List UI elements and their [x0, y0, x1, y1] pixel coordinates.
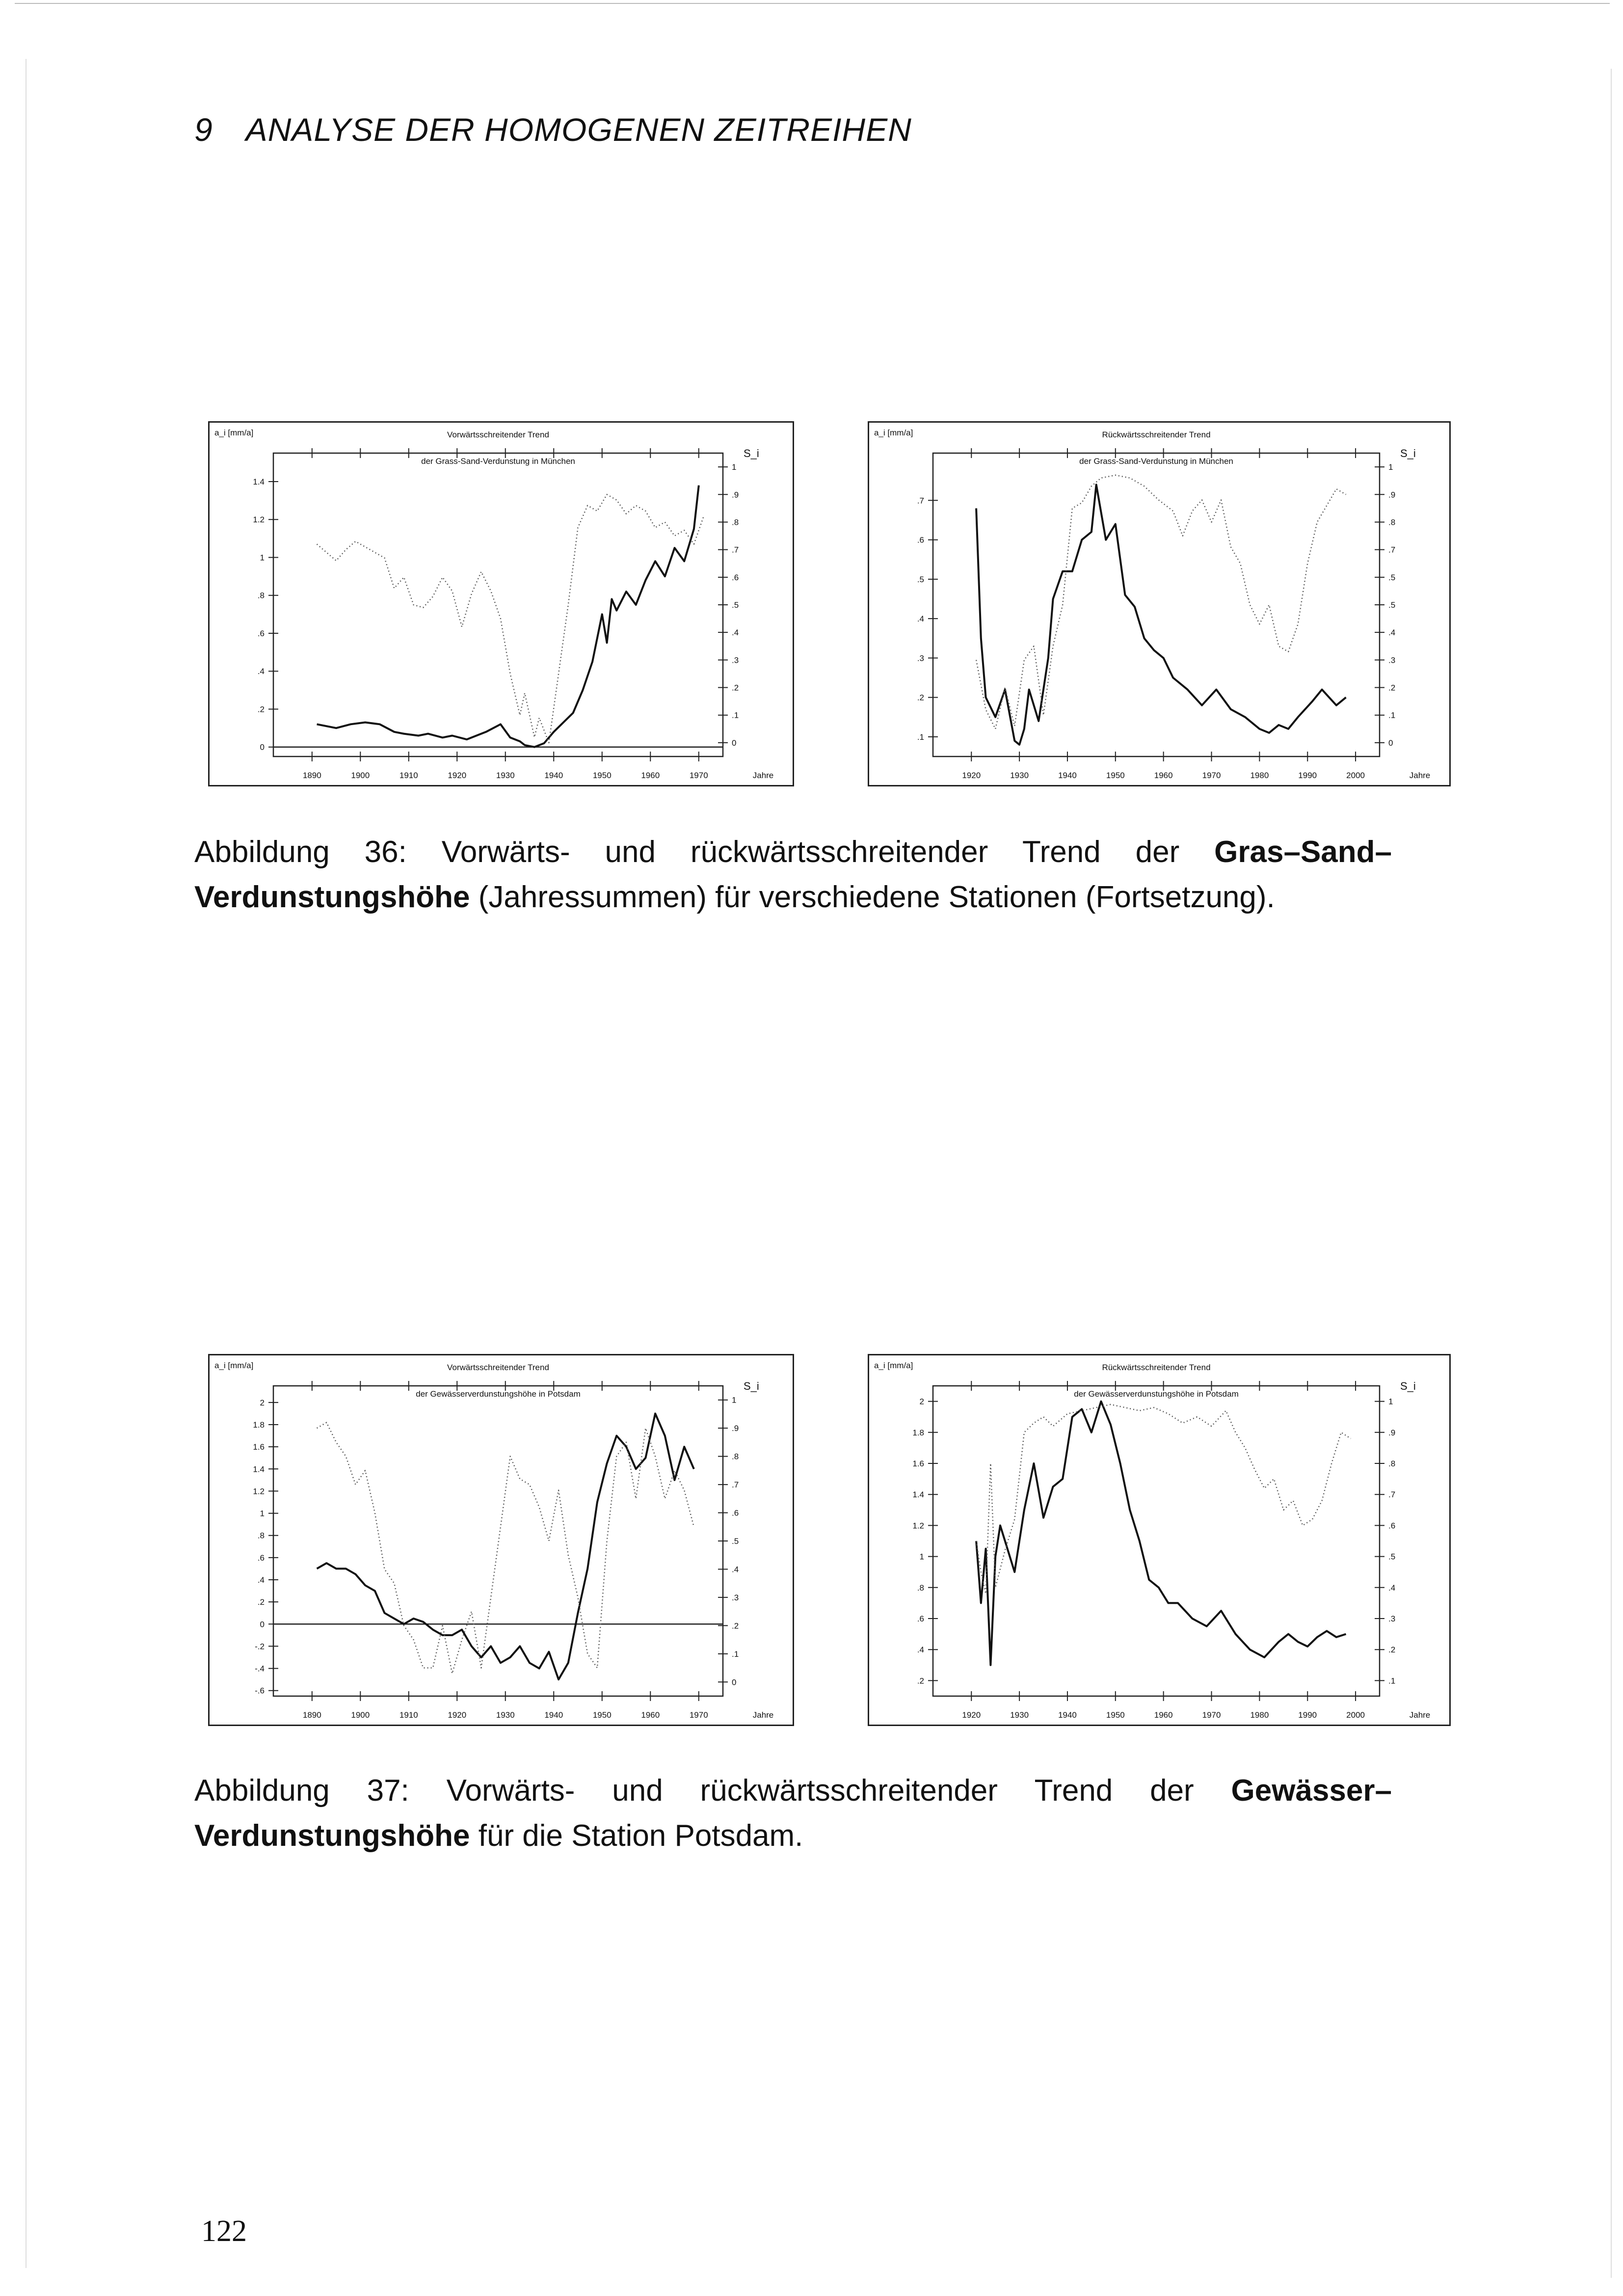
- x-tick-label: 1950: [1106, 771, 1125, 780]
- x-tick-label: 1890: [302, 1710, 321, 1720]
- x-tick-label: 1940: [1058, 771, 1077, 780]
- right-tick-label: .3: [1388, 1614, 1396, 1623]
- left-tick-label: .6: [257, 628, 265, 638]
- left-tick-label: -.6: [255, 1686, 265, 1696]
- chart-title: Vorwärtsschreitender Trend: [447, 430, 549, 439]
- right-tick-label: 1: [732, 1395, 737, 1405]
- left-tick-label: 1.6: [253, 1442, 265, 1452]
- x-tick-label: 1940: [1058, 1710, 1077, 1720]
- x-tick-label: 1960: [1154, 1710, 1173, 1720]
- left-tick-label: 0: [260, 1620, 265, 1629]
- page-number: 122: [201, 2215, 247, 2248]
- series-line-dotted: [976, 475, 1346, 729]
- x-tick-label: 1950: [592, 1710, 612, 1720]
- x-tick-label: 1940: [544, 1710, 563, 1720]
- running-header: [194, 111, 912, 148]
- x-tick-label: 1960: [1154, 771, 1173, 780]
- right-tick-label: .8: [732, 517, 739, 527]
- x-tick-label: 1900: [351, 771, 370, 780]
- left-tick-label: 1.8: [912, 1428, 924, 1437]
- x-tick-label: 1920: [962, 771, 981, 780]
- plot-frame: [933, 453, 1380, 756]
- right-tick-label: .9: [732, 490, 739, 500]
- left-tick-label: .5: [917, 574, 924, 584]
- right-tick-label: .9: [1388, 1428, 1396, 1437]
- figure-36-text-a: Vorwärts- und rückwärtsschreitender Trend der: [441, 835, 1180, 869]
- right-tick-label: 0: [732, 738, 737, 748]
- left-tick-label: 2: [919, 1397, 924, 1406]
- y-axis-label-right: S_i: [1400, 447, 1416, 459]
- right-tick-label: 1: [1388, 462, 1393, 472]
- figure-37-caption: [194, 1768, 1392, 1859]
- left-tick-label: .8: [257, 591, 265, 600]
- right-tick-label: .2: [732, 1621, 739, 1631]
- chart-forward-trend-muenchen: [208, 421, 794, 786]
- right-tick-label: .9: [1388, 490, 1396, 500]
- left-tick-label: 1.4: [253, 1464, 265, 1474]
- chart-backward-trend-potsdam: [868, 1354, 1451, 1726]
- x-tick-label: 1970: [1202, 1710, 1221, 1720]
- x-tick-label: 1990: [1298, 1710, 1317, 1720]
- chart-subtitle: der Grass-Sand-Verdunstung in München: [1079, 457, 1233, 466]
- chart-svg: [869, 1355, 1449, 1725]
- right-tick-label: .6: [732, 572, 739, 582]
- left-tick-label: .6: [257, 1553, 265, 1563]
- right-tick-label: .4: [732, 628, 739, 638]
- x-axis-label: Jahre: [1409, 1710, 1431, 1720]
- x-tick-label: 1910: [399, 771, 418, 780]
- right-tick-label: .1: [1388, 1676, 1396, 1686]
- series-line-solid: [317, 486, 699, 747]
- left-tick-label: .4: [917, 614, 924, 624]
- y-axis-label-left: a_i [mm/a]: [214, 1361, 254, 1370]
- right-tick-label: .1: [1388, 710, 1396, 720]
- left-tick-label: 1: [260, 1509, 265, 1518]
- chart-title: Rückwärtsschreitender Trend: [1102, 430, 1211, 439]
- right-tick-label: .1: [732, 710, 739, 720]
- right-tick-label: .4: [1388, 1583, 1396, 1593]
- figure-37-bold: Gewässer–Verdunstungshöhe: [194, 1774, 1392, 1853]
- figure-36-label: Abbildung 36:: [194, 835, 407, 869]
- x-tick-label: 1990: [1298, 771, 1317, 780]
- x-tick-label: 1920: [962, 1710, 981, 1720]
- chart-svg: [869, 423, 1449, 785]
- y-axis-label-right: S_i: [1400, 1380, 1416, 1392]
- chart-forward-trend-potsdam: [208, 1354, 794, 1726]
- left-tick-label: 1.2: [253, 1486, 265, 1496]
- right-tick-label: 1: [732, 462, 737, 472]
- right-tick-label: .2: [732, 683, 739, 693]
- scan-edge-top: [15, 3, 1610, 4]
- left-tick-label: 1.2: [253, 515, 265, 525]
- figure-36-text-b: (Jahressummen) für verschiedene Stationen (Fortsetzung).: [478, 880, 1275, 914]
- series-line-dotted: [317, 494, 704, 743]
- series-line-dotted: [976, 1405, 1351, 1594]
- chapter-title: ANALYSE DER HOMOGENEN ZEITREIHEN: [245, 111, 912, 148]
- right-tick-label: .5: [732, 600, 739, 610]
- x-tick-label: 1970: [1202, 771, 1221, 780]
- right-tick-label: .8: [1388, 1459, 1396, 1468]
- x-tick-label: 1950: [592, 771, 612, 780]
- right-tick-label: 1: [1388, 1397, 1393, 1406]
- left-tick-label: .8: [917, 1583, 924, 1593]
- right-tick-label: .6: [732, 1508, 739, 1518]
- right-tick-label: 0: [732, 1677, 737, 1687]
- left-tick-label: .4: [917, 1645, 924, 1655]
- left-tick-label: 1.6: [912, 1459, 924, 1468]
- right-tick-label: .5: [732, 1537, 739, 1546]
- left-tick-label: 1: [919, 1552, 924, 1562]
- right-tick-label: .5: [1388, 572, 1396, 582]
- right-tick-label: .3: [732, 1593, 739, 1602]
- x-tick-label: 1930: [1010, 1710, 1029, 1720]
- y-axis-label-right: S_i: [744, 1380, 759, 1392]
- y-axis-label-left: a_i [mm/a]: [874, 1361, 913, 1370]
- right-tick-label: .7: [732, 1480, 739, 1490]
- x-tick-label: 1960: [641, 1710, 660, 1720]
- x-axis-label: Jahre: [752, 771, 774, 780]
- right-tick-label: 0: [1388, 738, 1393, 748]
- right-tick-label: .7: [1388, 545, 1396, 555]
- right-tick-label: .4: [1388, 628, 1396, 638]
- right-tick-label: .5: [1388, 1552, 1396, 1562]
- series-line-solid: [317, 1413, 694, 1679]
- x-tick-label: 1970: [689, 1710, 708, 1720]
- x-tick-label: 2000: [1346, 771, 1365, 780]
- x-tick-label: 1930: [1010, 771, 1029, 780]
- right-tick-label: .5: [1388, 600, 1396, 610]
- left-tick-label: 1.2: [912, 1521, 924, 1531]
- right-tick-label: .8: [1388, 517, 1396, 527]
- left-tick-label: 2: [260, 1398, 265, 1407]
- right-tick-label: .7: [732, 545, 739, 555]
- plot-frame: [273, 453, 723, 756]
- left-tick-label: 1: [260, 553, 265, 563]
- chapter-number: 9: [194, 111, 213, 148]
- left-tick-label: .2: [257, 704, 265, 714]
- chart-svg: [210, 1355, 793, 1725]
- x-tick-label: 1960: [641, 771, 660, 780]
- x-tick-label: 1900: [351, 1710, 370, 1720]
- chart-subtitle: der Gewässerverdunstungshöhe in Potsdam: [416, 1389, 581, 1399]
- right-tick-label: .7: [1388, 1490, 1396, 1500]
- figure-36-caption: [194, 830, 1392, 920]
- x-tick-label: 1930: [496, 1710, 515, 1720]
- x-tick-label: 1980: [1250, 1710, 1269, 1720]
- series-line-solid: [976, 1402, 1346, 1665]
- x-axis-label: Jahre: [1409, 771, 1431, 780]
- series-line-solid: [976, 485, 1346, 745]
- x-tick-label: 1950: [1106, 1710, 1125, 1720]
- left-tick-label: .4: [257, 1575, 265, 1585]
- right-tick-label: .2: [1388, 1645, 1396, 1655]
- right-tick-label: .8: [732, 1452, 739, 1461]
- left-tick-label: -.2: [255, 1642, 265, 1651]
- figure-37-text-b: für die Station Potsdam.: [478, 1819, 803, 1853]
- chart-subtitle: der Grass-Sand-Verdunstung in München: [421, 457, 575, 466]
- left-tick-label: .2: [917, 693, 924, 702]
- left-tick-label: .2: [917, 1676, 924, 1686]
- figure-36-bold: Gras–Sand–Verdunstungshöhe: [194, 835, 1392, 914]
- y-axis-label-left: a_i [mm/a]: [214, 428, 254, 437]
- right-tick-label: .2: [1388, 683, 1396, 693]
- right-tick-label: .3: [1388, 655, 1396, 665]
- left-tick-label: 1.4: [912, 1490, 924, 1500]
- x-tick-label: 1910: [399, 1710, 418, 1720]
- x-tick-label: 1970: [689, 771, 708, 780]
- left-tick-label: .6: [917, 1614, 924, 1623]
- series-line-dotted: [317, 1423, 694, 1674]
- left-tick-label: .7: [917, 496, 924, 506]
- left-tick-label: .8: [257, 1531, 265, 1540]
- chart-title: Vorwärtsschreitender Trend: [447, 1363, 549, 1372]
- x-tick-label: 1940: [544, 771, 563, 780]
- right-tick-label: .6: [1388, 1521, 1396, 1531]
- left-tick-label: .2: [257, 1597, 265, 1607]
- x-tick-label: 2000: [1346, 1710, 1365, 1720]
- scan-edge-right: [1611, 69, 1612, 2278]
- right-tick-label: .1: [732, 1649, 739, 1659]
- y-axis-label-right: S_i: [744, 447, 759, 459]
- right-tick-label: .3: [732, 655, 739, 665]
- plot-frame: [933, 1386, 1380, 1696]
- x-tick-label: 1890: [302, 771, 321, 780]
- left-tick-label: .4: [257, 667, 265, 676]
- x-tick-label: 1980: [1250, 771, 1269, 780]
- left-tick-label: 0: [260, 742, 265, 752]
- left-tick-label: .3: [917, 653, 924, 663]
- right-tick-label: .4: [732, 1565, 739, 1574]
- figure-37-text-a: Vorwärts- und rückwärtsschreitender Trend der: [446, 1774, 1194, 1808]
- left-tick-label: .6: [917, 535, 924, 545]
- chart-subtitle: der Gewässerverdunstungshöhe in Potsdam: [1074, 1389, 1239, 1399]
- x-tick-label: 1930: [496, 771, 515, 780]
- chart-backward-trend-muenchen: [868, 421, 1451, 786]
- y-axis-label-left: a_i [mm/a]: [874, 428, 913, 437]
- figure-37-label: Abbildung 37:: [194, 1774, 409, 1808]
- x-tick-label: 1920: [448, 771, 467, 780]
- chart-svg: [210, 423, 793, 785]
- chart-title: Rückwärtsschreitender Trend: [1102, 1363, 1211, 1372]
- x-axis-label: Jahre: [752, 1710, 774, 1720]
- right-tick-label: .9: [732, 1424, 739, 1433]
- scan-edge-left: [26, 59, 27, 2268]
- left-tick-label: -.4: [255, 1664, 265, 1674]
- x-tick-label: 1920: [448, 1710, 467, 1720]
- plot-frame: [273, 1386, 723, 1696]
- left-tick-label: 1.8: [253, 1420, 265, 1430]
- left-tick-label: .1: [917, 732, 924, 742]
- left-tick-label: 1.4: [253, 477, 265, 486]
